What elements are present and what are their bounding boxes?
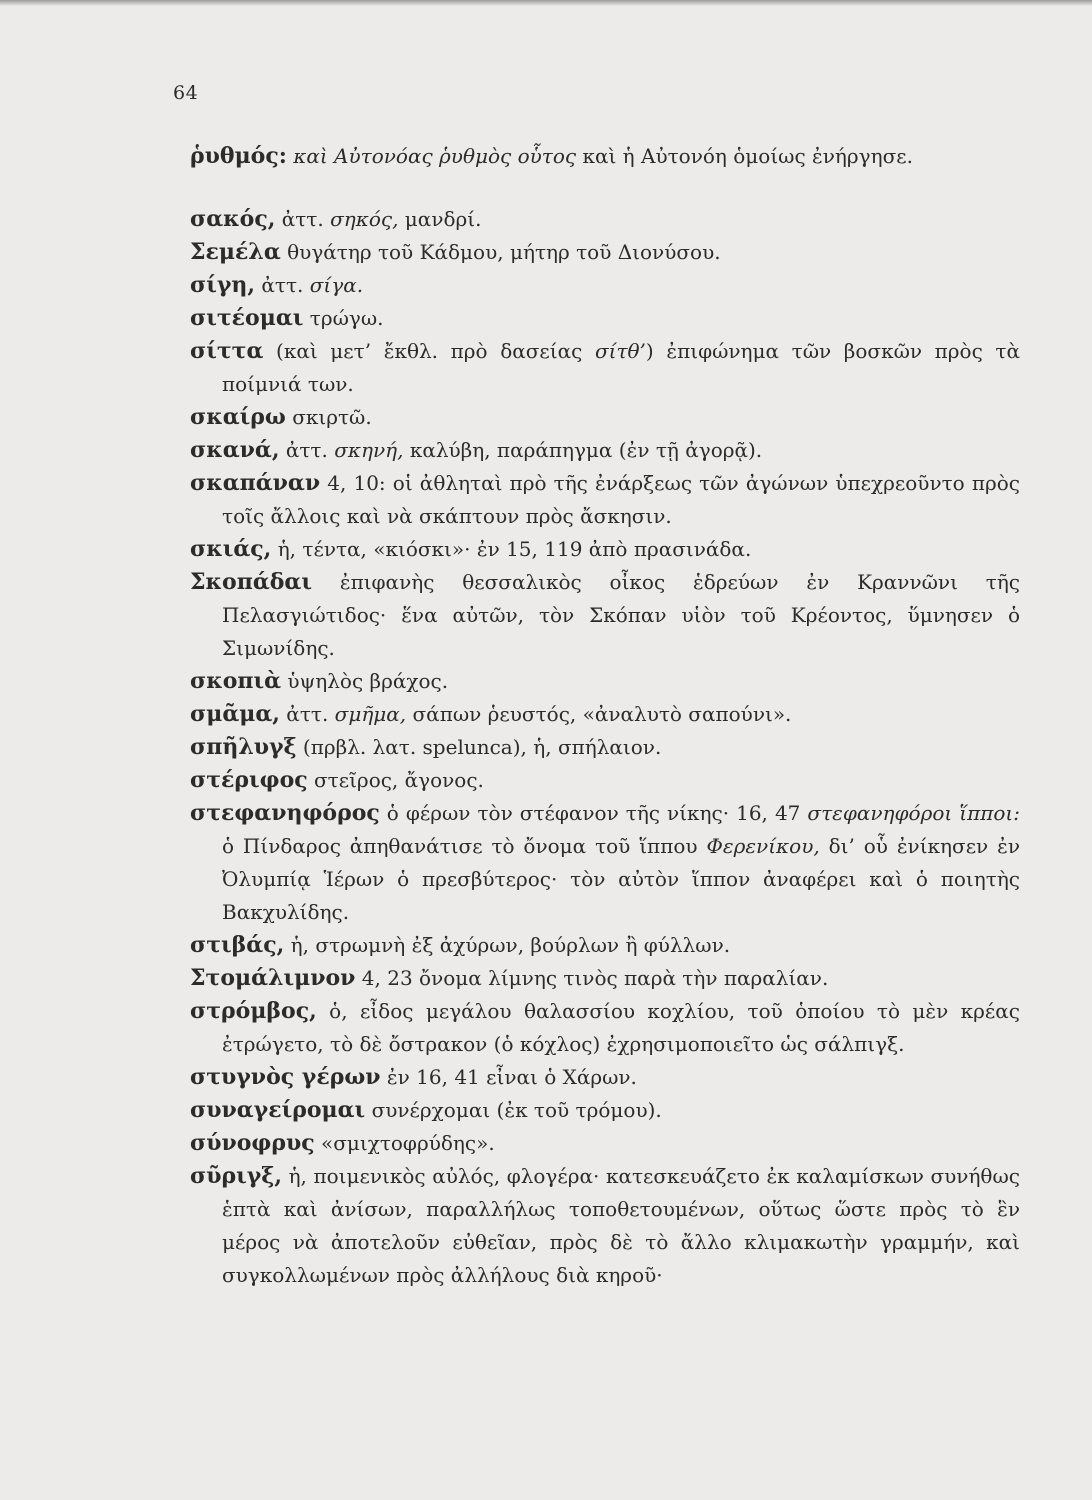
entry-headword: Σεμέλα bbox=[190, 239, 281, 265]
entry-definition-text: ἡ, ποιμενικὸς αὐλός, φλογέρα· κατεσκευάζετο ἐκ καλαμίσκων συνήθως ἑπτὰ καὶ ἀνίσων, παραλλήλως τοποθετουμένων, οὕτως ὥστε πρὸς τὸ ἓν μέρος νὰ ἀποτελοῦν εὐθεῖαν, πρὸς δὲ τὸ ἄλλο κλιμακωτὴν γραμμήν, καὶ συγκολλωμένων πρὸς ἀλλήλους διὰ κηροῦ· bbox=[222, 1164, 1020, 1287]
page-number: 64 bbox=[173, 82, 199, 104]
entry-headword: στυγνὸς γέρων bbox=[190, 1064, 381, 1090]
entry-headword: σῦριγξ, bbox=[190, 1163, 282, 1189]
entry-italic-text: καὶ Αὐτονόας ῥυθμὸς οὗτος bbox=[293, 144, 577, 168]
entry-definition-text: ) ἐπιφώνημα τῶν βοσκῶν πρὸς τὰ ποίμνιά των. bbox=[222, 339, 1020, 396]
entry-definition-text: ἐπιφανὴς θεσσαλικὸς οἶκος ἑδρεύων ἐν Κραννῶνι τῆς Πελασγιώτιδος· ἕνα αὐτῶν, τὸν Σκόπαν υἱὸν τοῦ Κρέοντος, ὕμνησεν ὁ Σιμωνίδης. bbox=[222, 570, 1020, 660]
entry-definition-text: ὁ φέρων τὸν στέφανον τῆς νίκης· 16, 47 bbox=[379, 801, 808, 825]
glossary-entry bbox=[190, 1127, 1020, 1160]
glossary-entry bbox=[190, 401, 1020, 434]
entry-headword: σκοπιὰ bbox=[190, 668, 282, 694]
entry-italic-text: σηκός, bbox=[330, 207, 399, 231]
entry-definition-text: καλύβη, παράπηγμα (ἐν τῇ ἀγορᾷ). bbox=[403, 438, 763, 462]
entry-definition-text: ἡ, στρωμνὴ ἐξ ἀχύρων, βούρλων ἢ φύλλων. bbox=[284, 933, 731, 957]
entry-definition-text: τρώγω. bbox=[303, 306, 384, 330]
glossary-entry bbox=[190, 797, 1020, 929]
entry-definition-text: ἀττ. bbox=[255, 273, 310, 297]
entry-definition-text: σκιρτῶ. bbox=[285, 405, 372, 429]
entry-italic-text: σμῆμα, bbox=[334, 702, 407, 726]
entry-headword: σκαίρω bbox=[190, 404, 286, 430]
entry-definition-text: (πρβλ. λατ. spelunca), ἡ, σπήλαιον. bbox=[296, 735, 662, 759]
entry-headword: συναγείρομαι bbox=[190, 1097, 366, 1123]
glossary-entry bbox=[190, 302, 1020, 335]
entry-definition-text: ἀττ. bbox=[279, 702, 335, 726]
glossary-entry bbox=[190, 269, 1020, 302]
entry-definition-text: (καὶ μετ’ ἔκθλ. πρὸ δασείας bbox=[263, 339, 595, 363]
entry-definition-text: 4, 23 ὄνομα λίμνης τινὸς παρὰ τὴν παραλίαν. bbox=[355, 966, 829, 990]
glossary-entry bbox=[190, 1160, 1020, 1292]
entry-headword: σκαπάναν bbox=[190, 470, 321, 496]
entry-headword: Στομάλιμνον bbox=[190, 965, 356, 991]
entry-headword: σπῆλυγξ bbox=[190, 734, 297, 760]
glossary-entry bbox=[190, 698, 1020, 731]
glossary-entry bbox=[190, 566, 1020, 665]
glossary-entry bbox=[190, 335, 1020, 401]
entry-italic-text: σίγα. bbox=[309, 273, 364, 297]
entry-headword: σκιάς, bbox=[190, 536, 272, 562]
entry-headword: στρόμβος, bbox=[190, 998, 317, 1024]
entry-headword: σίγη, bbox=[190, 272, 256, 298]
entry-headword: σίττα bbox=[190, 338, 264, 364]
glossary-entry bbox=[190, 467, 1020, 533]
entry-italic-text: σίτθ’ bbox=[594, 339, 646, 363]
entry-headword: στέριφος bbox=[190, 767, 308, 793]
glossary-entry bbox=[190, 1061, 1020, 1094]
entry-headword: ῥυθμός: bbox=[190, 143, 287, 169]
entry-definition-text: 4, 10: οἱ ἀθληταὶ πρὸ τῆς ἐνάρξεως τῶν ἀγώνων ὑπεχρεοῦντο πρὸς τοῖς ἄλλοις καὶ νὰ σκάπτουν πρὸς ἄσκησιν. bbox=[222, 471, 1020, 528]
entry-italic-text: Φερενίκου, bbox=[706, 834, 820, 858]
glossary-entry bbox=[190, 764, 1020, 797]
entry-definition-text: ἡ, τέντα, «κιόσκι»· ἐν 15, 119 ἀπὸ πρασινάδα. bbox=[271, 537, 752, 561]
entry-headword: σμᾶμα, bbox=[190, 701, 280, 727]
glossary-entry bbox=[190, 962, 1020, 995]
entry-italic-text: στεφανηφόροι ἵπποι: bbox=[807, 801, 1020, 825]
glossary-entry bbox=[190, 929, 1020, 962]
entry-definition-text: ἀττ. bbox=[275, 207, 331, 231]
dictionary-entries bbox=[190, 140, 1020, 1292]
page-edge bbox=[0, 0, 1092, 6]
entry-definition-text: ἐν 16, 41 εἶναι ὁ Χάρων. bbox=[380, 1065, 637, 1089]
entry-definition-text: μανδρί. bbox=[398, 207, 482, 231]
glossary-entry bbox=[190, 434, 1020, 467]
entry-headword: σακός, bbox=[190, 206, 276, 232]
glossary-entry bbox=[190, 533, 1020, 566]
glossary-entry bbox=[190, 203, 1020, 236]
entry-definition-text: ὑψηλὸς βράχος. bbox=[281, 669, 449, 693]
entry-definition-text: «σμιχτοφρύδης». bbox=[314, 1131, 495, 1155]
glossary-entry bbox=[190, 140, 1020, 173]
entry-definition-text: ὁ, εἶδος μεγάλου θαλασσίου κοχλίου, τοῦ ὁποίου τὸ μὲν κρέας ἐτρώγετο, τὸ δὲ ὄστρακον (ὁ κόχλος) ἐχρησιμοποιεῖτο ὡς σάλπιγξ. bbox=[222, 999, 1020, 1056]
entry-definition-text: καὶ ἡ Αὐτονόη ὁμοίως ἐνήργησε. bbox=[576, 144, 913, 168]
entry-headword: στεφανηφόρος bbox=[190, 800, 380, 826]
entry-definition-text: δι’ οὗ ἐνίκησεν ἐν Ὀλυμπίᾳ Ἱέρων ὁ πρεσβύτερος· τὸν αὐτὸν ἵππον ἀναφέρει καὶ ὁ ποιητὴς Βακχυλίδης. bbox=[222, 834, 1020, 924]
glossary-entry bbox=[190, 731, 1020, 764]
entry-headword: σύνοφρυς bbox=[190, 1130, 315, 1156]
glossary-entry bbox=[190, 665, 1020, 698]
entry-definition-text: στεῖρος, ἄγονος. bbox=[307, 768, 484, 792]
entry-definition-text: σάπων ῥευστός, «ἀναλυτὸ σαπούνι». bbox=[406, 702, 792, 726]
glossary-entry bbox=[190, 236, 1020, 269]
entry-definition-text: ἀττ. bbox=[279, 438, 335, 462]
entry-headword: σιτέομαι bbox=[190, 305, 304, 331]
glossary-entry bbox=[190, 1094, 1020, 1127]
entry-italic-text: σκηνή, bbox=[334, 438, 404, 462]
entry-definition-text: ὁ Πίνδαρος ἀπηθανάτισε τὸ ὄνομα τοῦ ἵππου bbox=[222, 834, 707, 858]
entry-headword: Σκοπάδαι bbox=[190, 569, 312, 595]
entry-definition-text: συνέρχομαι (ἐκ τοῦ τρόμου). bbox=[365, 1098, 662, 1122]
entry-definition-text: θυγάτηρ τοῦ Κάδμου, μήτηρ τοῦ Διονύσου. bbox=[280, 240, 721, 264]
entry-headword: στιβάς, bbox=[190, 932, 285, 958]
glossary-entry bbox=[190, 995, 1020, 1061]
entry-headword: σκανά, bbox=[190, 437, 280, 463]
